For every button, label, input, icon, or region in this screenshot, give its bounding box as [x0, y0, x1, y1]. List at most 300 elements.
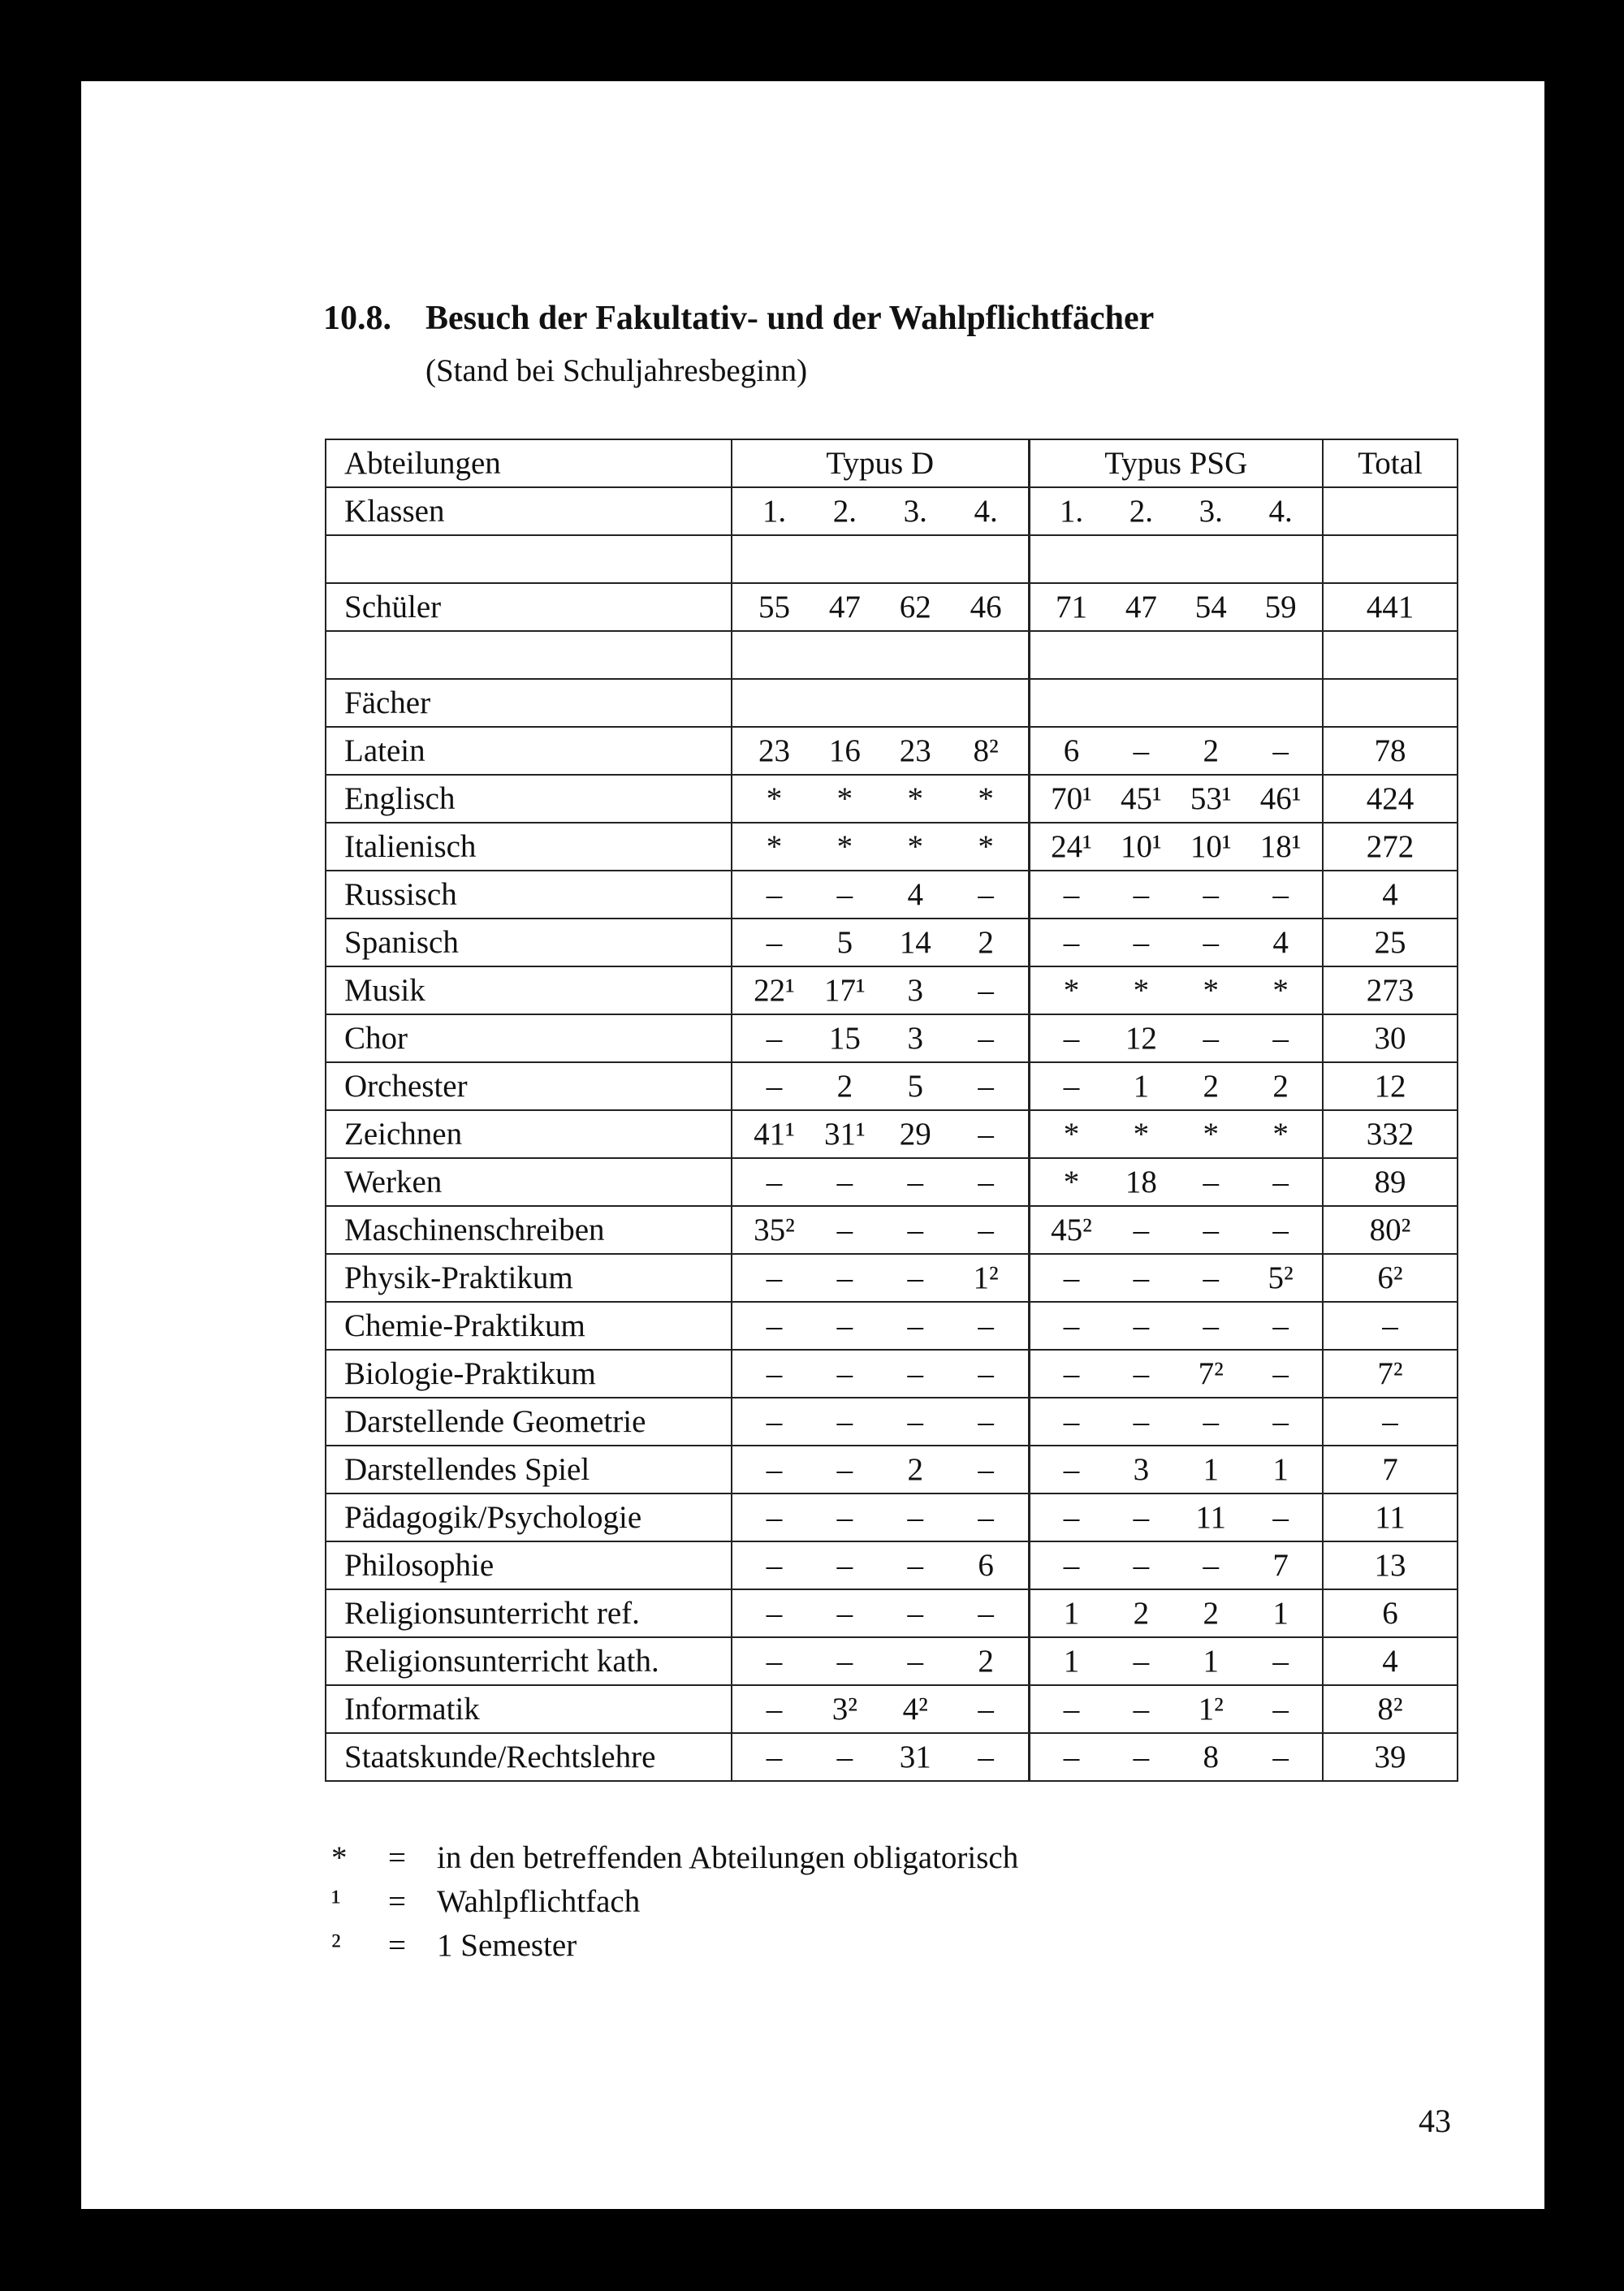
value-cell: –: [1133, 1260, 1150, 1295]
value-cell: –: [836, 1165, 853, 1200]
row-total: 7: [1323, 1446, 1458, 1493]
row-total: 332: [1323, 1110, 1458, 1158]
value-cell: –: [1063, 1452, 1080, 1487]
value-cell: –: [1133, 1356, 1150, 1391]
value-cell: 3: [907, 973, 923, 1008]
subject-cells-psg: [1029, 966, 1323, 1014]
value-cell: –: [1063, 1692, 1080, 1727]
value-cell: 7: [1272, 1548, 1289, 1583]
value-cell: *: [836, 781, 853, 816]
subject-cells-d: [732, 966, 1029, 1014]
value-cell: –: [766, 1452, 783, 1487]
value-cell: 2: [1203, 1069, 1219, 1104]
value-cell: –: [978, 1596, 994, 1631]
value-cell: 6: [978, 1548, 994, 1583]
value-cell: 35²: [754, 1213, 795, 1247]
value-cell: 8²: [973, 733, 999, 768]
value-cell: 6: [1063, 733, 1080, 768]
value-cell: 7²: [1198, 1356, 1224, 1391]
subject-label: Chor: [326, 1014, 732, 1062]
legend-equals: =: [388, 1839, 406, 1875]
value-cell: *: [1063, 1117, 1080, 1152]
value-cell: –: [978, 1740, 994, 1774]
legend-item: [325, 1835, 1018, 1879]
value-cell: –: [836, 1308, 853, 1343]
value-cell: *: [836, 829, 853, 864]
subject-label: Chemie-Praktikum: [326, 1302, 732, 1350]
value-cell: –: [978, 877, 994, 912]
legend-equals: =: [388, 1883, 406, 1919]
value-cell: –: [907, 1213, 923, 1247]
subject-row: [326, 1637, 1458, 1685]
value-cell: –: [1133, 1500, 1150, 1535]
subject-row: [326, 1350, 1458, 1398]
value-cell: 1²: [1198, 1692, 1224, 1727]
row-total: 89: [1323, 1158, 1458, 1206]
value-cell: –: [766, 1644, 783, 1679]
value-cell: –: [978, 973, 994, 1008]
row-total: 78: [1323, 727, 1458, 775]
value-cell: 2: [1272, 1069, 1289, 1104]
subject-label: Musik: [326, 966, 732, 1014]
value-cell: –: [836, 1404, 853, 1439]
subject-cells-d: [732, 1541, 1029, 1589]
value-cell: *: [907, 829, 923, 864]
legend-item: [325, 1879, 1018, 1923]
value-cell: 71: [1055, 590, 1087, 625]
class-cells-psg: [1029, 487, 1323, 535]
value-cell: –: [1063, 1740, 1080, 1774]
value-cell: *: [1272, 973, 1289, 1008]
row-total: –: [1323, 1302, 1458, 1350]
value-cell: 4: [1272, 925, 1289, 960]
value-cell: 4: [907, 877, 923, 912]
class-cell: 2.: [832, 494, 857, 529]
subject-row: [326, 1158, 1458, 1206]
subject-row: [326, 775, 1458, 823]
subject-label: Religionsunterricht kath.: [326, 1637, 732, 1685]
subject-cells-d: [732, 1446, 1029, 1493]
value-cell: –: [978, 1117, 994, 1152]
row-total: 39: [1323, 1733, 1458, 1781]
value-cell: –: [978, 1692, 994, 1727]
value-cell: 62: [899, 590, 931, 625]
subject-label: Werken: [326, 1158, 732, 1206]
value-cell: 1: [1203, 1452, 1219, 1487]
subject-cells-psg: [1029, 1350, 1323, 1398]
value-cell: 5: [907, 1069, 923, 1104]
value-cell: 1²: [973, 1260, 999, 1295]
value-cell: –: [1063, 1021, 1080, 1056]
value-cell: 47: [1125, 590, 1157, 625]
value-cell: *: [1203, 1117, 1219, 1152]
subject-cells-d: [732, 919, 1029, 966]
value-cell: –: [836, 1356, 853, 1391]
value-cell: 8: [1203, 1740, 1219, 1774]
value-cell: 2: [1133, 1596, 1150, 1631]
value-cell: –: [978, 1021, 994, 1056]
header-total: Total: [1323, 439, 1458, 487]
row-total: 12: [1323, 1062, 1458, 1110]
subject-label: Russisch: [326, 871, 732, 919]
row-label: Schüler: [326, 583, 732, 631]
value-cell: –: [1063, 877, 1080, 912]
value-cell: –: [1063, 1500, 1080, 1535]
row-total: 7²: [1323, 1350, 1458, 1398]
value-cell: –: [836, 877, 853, 912]
subject-label: Staatskunde/Rechtslehre: [326, 1733, 732, 1781]
value-cell: 29: [899, 1117, 931, 1152]
subject-cells-psg: [1029, 823, 1323, 871]
legend-text: in den betreffenden Abteilungen obligatorisch: [437, 1839, 1019, 1875]
value-cell: 1: [1063, 1596, 1080, 1631]
value-cell: 45²: [1051, 1213, 1092, 1247]
value-cell: *: [1272, 1117, 1289, 1152]
row-label: Fächer: [326, 679, 732, 727]
row-total: 8²: [1323, 1685, 1458, 1733]
subject-label: Informatik: [326, 1685, 732, 1733]
value-cell: 3: [907, 1021, 923, 1056]
value-cell: –: [1063, 925, 1080, 960]
value-cell: –: [1133, 1404, 1150, 1439]
value-cell: 70¹: [1051, 781, 1092, 816]
subject-row: [326, 1014, 1458, 1062]
value-cell: –: [1203, 1260, 1219, 1295]
legend-symbol: *: [331, 1839, 348, 1875]
subject-cells-d: [732, 1206, 1029, 1254]
value-cell: 2: [1203, 1596, 1219, 1631]
subject-cells-d: [732, 1158, 1029, 1206]
value-cell: –: [1272, 877, 1289, 912]
subject-cells-d: [732, 1062, 1029, 1110]
subject-cells-d: [732, 1685, 1029, 1733]
subject-cells-psg: [1029, 1110, 1323, 1158]
value-cell: –: [1272, 1692, 1289, 1727]
row-total: 25: [1323, 919, 1458, 966]
value-cell: –: [1203, 1021, 1219, 1056]
value-cell: –: [836, 1644, 853, 1679]
class-cell: 1.: [1059, 494, 1084, 529]
value-cell: –: [1133, 1644, 1150, 1679]
subject-cells-psg: [1029, 1637, 1323, 1685]
subject-cells-d: [732, 823, 1029, 871]
value-cell: –: [1203, 1404, 1219, 1439]
legend-item: [325, 1923, 1018, 1967]
section-title: Besuch der Fakultativ- und der Wahlpflichtfächer: [425, 300, 1155, 337]
value-cell: –: [907, 1500, 923, 1535]
value-cell: –: [907, 1644, 923, 1679]
header-group-typus-psg: Typus PSG: [1029, 439, 1323, 487]
subject-cells-psg: [1029, 1541, 1323, 1589]
value-cell: –: [1133, 1213, 1150, 1247]
value-cell: *: [766, 829, 783, 864]
class-cell: 2.: [1129, 494, 1153, 529]
value-cell: 2: [836, 1069, 853, 1104]
value-cell: –: [766, 1500, 783, 1535]
value-cell: 10¹: [1120, 829, 1162, 864]
subject-label: Pädagogik/Psychologie: [326, 1493, 732, 1541]
subject-label: Spanisch: [326, 919, 732, 966]
value-cell: –: [766, 1260, 783, 1295]
value-cell: 23: [758, 733, 790, 768]
subject-cells-psg: [1029, 775, 1323, 823]
subject-label: Englisch: [326, 775, 732, 823]
value-cell: –: [1203, 877, 1219, 912]
subject-cells-psg: [1029, 1493, 1323, 1541]
subject-row: [326, 1302, 1458, 1350]
legend-text: 1 Semester: [437, 1927, 577, 1963]
schueler-cells-d: [732, 583, 1029, 631]
subject-label: Biologie-Praktikum: [326, 1350, 732, 1398]
subject-label: Zeichnen: [326, 1110, 732, 1158]
value-cell: –: [907, 1356, 923, 1391]
value-cell: 15: [828, 1021, 861, 1056]
subject-cells-psg: [1029, 1446, 1323, 1493]
subject-row: [326, 1541, 1458, 1589]
value-cell: 5²: [1268, 1260, 1294, 1295]
header-label: Abteilungen: [326, 439, 732, 487]
subject-label: Latein: [326, 727, 732, 775]
section-number: 10.8.: [323, 300, 391, 337]
value-cell: –: [1063, 1069, 1080, 1104]
value-cell: –: [1203, 925, 1219, 960]
value-cell: –: [766, 1021, 783, 1056]
value-cell: *: [1133, 1117, 1150, 1152]
value-cell: 2: [978, 1644, 994, 1679]
subject-label: Religionsunterricht ref.: [326, 1589, 732, 1637]
row-total: 272: [1323, 823, 1458, 871]
section-heading: [323, 299, 1154, 338]
value-cell: –: [978, 1404, 994, 1439]
subject-cells-d: [732, 727, 1029, 775]
class-cell: 4.: [1268, 494, 1293, 529]
subject-cells-d: [732, 1254, 1029, 1302]
value-cell: –: [978, 1500, 994, 1535]
value-cell: –: [1133, 925, 1150, 960]
value-cell: –: [907, 1308, 923, 1343]
subject-cells-d: [732, 1637, 1029, 1685]
value-cell: –: [766, 1692, 783, 1727]
faecher-row: [326, 679, 1458, 727]
subject-cells-psg: [1029, 919, 1323, 966]
value-cell: –: [978, 1308, 994, 1343]
row-total: 4: [1323, 1637, 1458, 1685]
value-cell: *: [907, 781, 923, 816]
subject-row: [326, 871, 1458, 919]
value-cell: 45¹: [1120, 781, 1162, 816]
row-total: 441: [1323, 583, 1458, 631]
value-cell: –: [1272, 1021, 1289, 1056]
value-cell: *: [978, 829, 994, 864]
value-cell: 47: [828, 590, 861, 625]
header-total: [1323, 487, 1458, 535]
value-cell: –: [836, 1740, 853, 1774]
value-cell: 2: [978, 925, 994, 960]
value-cell: –: [978, 1452, 994, 1487]
empty-row: [326, 631, 1458, 679]
value-cell: –: [1063, 1308, 1080, 1343]
value-cell: –: [1063, 1404, 1080, 1439]
value-cell: –: [1133, 1548, 1150, 1583]
empty-row: [326, 535, 1458, 583]
value-cell: 4²: [902, 1692, 928, 1727]
document-page: [81, 81, 1544, 2209]
value-cell: –: [1272, 1500, 1289, 1535]
value-cell: –: [1063, 1260, 1080, 1295]
subject-row: [326, 1254, 1458, 1302]
legend-equals: =: [388, 1927, 406, 1963]
value-cell: 1: [1063, 1644, 1080, 1679]
class-cell: 3.: [903, 494, 927, 529]
subject-row: [326, 1062, 1458, 1110]
subject-cells-psg: [1029, 1302, 1323, 1350]
value-cell: –: [1133, 877, 1150, 912]
subject-row: [326, 1446, 1458, 1493]
value-cell: 55: [758, 590, 790, 625]
value-cell: *: [766, 781, 783, 816]
value-cell: 18: [1125, 1165, 1157, 1200]
subject-row: [326, 1733, 1458, 1781]
subject-row: [326, 919, 1458, 966]
value-cell: 22¹: [754, 973, 795, 1008]
value-cell: –: [978, 1069, 994, 1104]
legend-text: Wahlpflichtfach: [437, 1883, 641, 1919]
subject-cells-d: [732, 1398, 1029, 1446]
value-cell: –: [978, 1165, 994, 1200]
value-cell: 11: [1195, 1500, 1226, 1535]
class-cell: 1.: [762, 494, 787, 529]
value-cell: –: [766, 877, 783, 912]
subject-cells-d: [732, 775, 1029, 823]
subject-cells-psg: [1029, 1685, 1323, 1733]
row-total: 6²: [1323, 1254, 1458, 1302]
value-cell: –: [836, 1500, 853, 1535]
value-cell: 41¹: [754, 1117, 795, 1152]
subject-cells-d: [732, 1589, 1029, 1637]
value-cell: 24¹: [1051, 829, 1092, 864]
value-cell: –: [1272, 1740, 1289, 1774]
value-cell: –: [766, 1404, 783, 1439]
subject-label: Darstellende Geometrie: [326, 1398, 732, 1446]
value-cell: –: [1203, 1308, 1219, 1343]
legend-symbol: ²: [331, 1927, 341, 1963]
value-cell: –: [907, 1596, 923, 1631]
class-cell: 3.: [1199, 494, 1223, 529]
value-cell: –: [766, 1548, 783, 1583]
value-cell: *: [1063, 973, 1080, 1008]
row-total: 273: [1323, 966, 1458, 1014]
subject-cells-psg: [1029, 1062, 1323, 1110]
value-cell: –: [766, 1069, 783, 1104]
value-cell: 1: [1133, 1069, 1150, 1104]
subject-cells-psg: [1029, 1733, 1323, 1781]
value-cell: –: [836, 1452, 853, 1487]
value-cell: –: [1203, 1165, 1219, 1200]
class-cell: 4.: [974, 494, 998, 529]
class-cells-d: [732, 487, 1029, 535]
subject-row: [326, 727, 1458, 775]
value-cell: 46¹: [1259, 781, 1302, 816]
value-cell: –: [766, 1356, 783, 1391]
subject-label: Darstellendes Spiel: [326, 1446, 732, 1493]
value-cell: –: [1272, 1165, 1289, 1200]
value-cell: –: [836, 1548, 853, 1583]
subject-row: [326, 1398, 1458, 1446]
subject-cells-psg: [1029, 871, 1323, 919]
subject-row: [326, 1206, 1458, 1254]
value-cell: 16: [828, 733, 861, 768]
value-cell: –: [1203, 1548, 1219, 1583]
value-cell: –: [907, 1165, 923, 1200]
subject-label: Physik-Praktikum: [326, 1254, 732, 1302]
value-cell: –: [766, 1308, 783, 1343]
value-cell: 10¹: [1190, 829, 1232, 864]
row-total: –: [1323, 1398, 1458, 1446]
value-cell: *: [1133, 973, 1150, 1008]
value-cell: 31¹: [823, 1117, 866, 1152]
value-cell: 12: [1125, 1021, 1157, 1056]
value-cell: *: [978, 781, 994, 816]
subject-cells-psg: [1029, 1206, 1323, 1254]
value-cell: –: [1272, 1404, 1289, 1439]
subject-label: Philosophie: [326, 1541, 732, 1589]
value-cell: –: [1063, 1548, 1080, 1583]
value-cell: 5: [836, 925, 853, 960]
value-cell: *: [1063, 1165, 1080, 1200]
value-cell: –: [1133, 1692, 1150, 1727]
subject-cells-d: [732, 1733, 1029, 1781]
value-cell: –: [978, 1356, 994, 1391]
subject-cells-d: [732, 1014, 1029, 1062]
value-cell: –: [1133, 733, 1150, 768]
subject-label: Maschinenschreiben: [326, 1206, 732, 1254]
enrollment-table: [325, 439, 1458, 1782]
value-cell: 54: [1194, 590, 1227, 625]
subject-cells-d: [732, 1493, 1029, 1541]
subject-cells-psg: [1029, 727, 1323, 775]
value-cell: 2: [1203, 733, 1219, 768]
value-cell: –: [1063, 1356, 1080, 1391]
header-group-typus-d: Typus D: [732, 439, 1029, 487]
value-cell: –: [1272, 1308, 1289, 1343]
subject-row: [326, 1589, 1458, 1637]
subject-cells-d: [732, 1302, 1029, 1350]
value-cell: –: [766, 925, 783, 960]
legend-symbol: ¹: [331, 1883, 341, 1919]
schueler-cells-psg: [1029, 583, 1323, 631]
value-cell: 17¹: [823, 973, 866, 1008]
subject-row: [326, 823, 1458, 871]
subject-cells-d: [732, 1350, 1029, 1398]
subject-cells-psg: [1029, 1398, 1323, 1446]
schueler-row: [326, 583, 1458, 631]
subject-label: Orchester: [326, 1062, 732, 1110]
value-cell: –: [766, 1165, 783, 1200]
value-cell: –: [836, 1213, 853, 1247]
subject-row: [326, 1110, 1458, 1158]
value-cell: –: [1133, 1308, 1150, 1343]
row-total: 6: [1323, 1589, 1458, 1637]
subject-cells-psg: [1029, 1014, 1323, 1062]
row-total: 11: [1323, 1493, 1458, 1541]
section-subtitle: (Stand bei Schuljahresbeginn): [425, 353, 808, 388]
row-total: 80²: [1323, 1206, 1458, 1254]
row-total: 13: [1323, 1541, 1458, 1589]
value-cell: 59: [1264, 590, 1297, 625]
value-cell: 53¹: [1190, 781, 1232, 816]
subject-row: [326, 1685, 1458, 1733]
row-total: 424: [1323, 775, 1458, 823]
